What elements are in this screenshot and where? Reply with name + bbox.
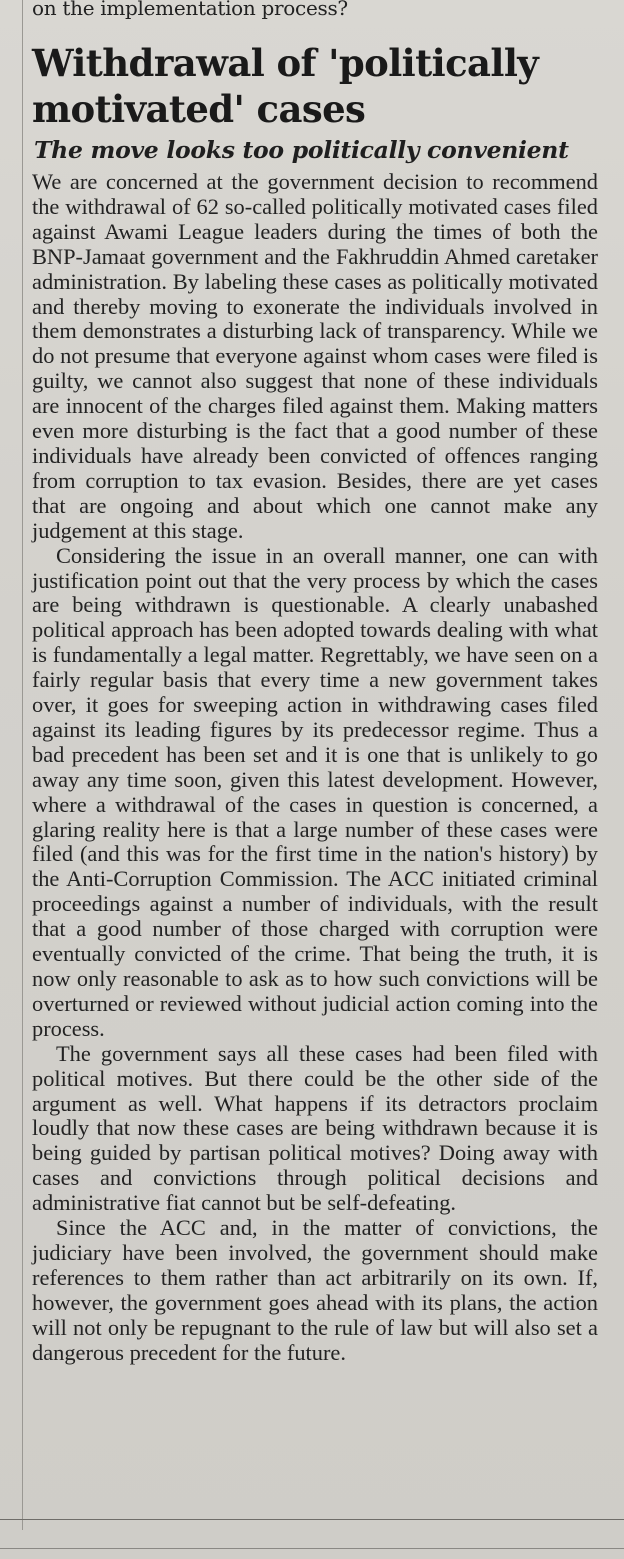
previous-article-fragment: on the implementation process? — [32, 0, 348, 20]
article-paragraph-4: Since the ACC and, in the matter of convictions, the judiciary have been involved, the government should make references to them rather than act arbitrarily on its own. If, however, the government goes ahead with its plans, the action will not only be repugnant to the rule of law but will also set a dangerous precedent for the future. — [32, 1215, 598, 1365]
column-divider — [22, 0, 23, 1530]
article-paragraph-1: We are concerned at the government decision to recommend the withdrawal of 62 so-called politically motivated cases filed against Awami League leaders during the times of both the BNP-Jamaat government and the Fakhruddin Ahmed caretaker administration. By labeling these cases as politically motivated and thereby moving to exonerate the individuals involved in them demonstrates a disturbing lack of transparency. While we do not presume that everyone against whom cases were filed is guilty, we cannot also suggest that none of these individuals are innocent of the charges filed against them. Making matters even more disturbing is the fact that a good number of these individuals have already been convicted of offences ranging from corruption to tax evasion. Besides, there are yet cases that are ongoing and about which one cannot make any judgement at this stage. — [32, 169, 598, 543]
article-body — [32, 170, 598, 1366]
article-headline: Withdrawal of 'politically motivated' cases — [32, 41, 539, 131]
article-subheadline: The move looks too politically convenient — [34, 136, 569, 164]
bottom-divider — [0, 1519, 624, 1520]
bottom-divider-secondary — [0, 1548, 624, 1549]
article-paragraph-3: The government says all these cases had been filed with political motives. But there could be the other side of the argument as well. What happens if its detractors proclaim loudly that now these cases are being withdrawn because it is being guided by partisan political motives? Doing away with cases and convictions through political decisions and administrative fiat cannot but be self-defeating. — [32, 1040, 598, 1216]
article-paragraph-2: Considering the issue in an overall manner, one can with justification point out that the very process by which the cases are being withdrawn is questionable. A clearly unabashed political approach has been adopted towards dealing with what is fundamentally a legal matter. Regrettably, we have seen on a fairly regular basis that every time a new government takes over, it goes for sweeping action in withdrawing cases filed against its leading figures by its predecessor regime. Thus a bad precedent has been set and it is one that is unlikely to go away any time soon, given this latest development. However, where a withdrawal of the cases in question is concerned, a glaring reality here is that a large number of these cases were filed (and this was for the first time in the nation's history) by the Anti-Corruption Commission. The ACC initiated criminal proceedings against a number of individuals, with the result that a good number of those charged with corruption were eventually convicted of the crime. That being the truth, it is now only reasonable to ask as to how such convictions will be overturned or reviewed without judicial action coming into the process. — [32, 542, 598, 1041]
